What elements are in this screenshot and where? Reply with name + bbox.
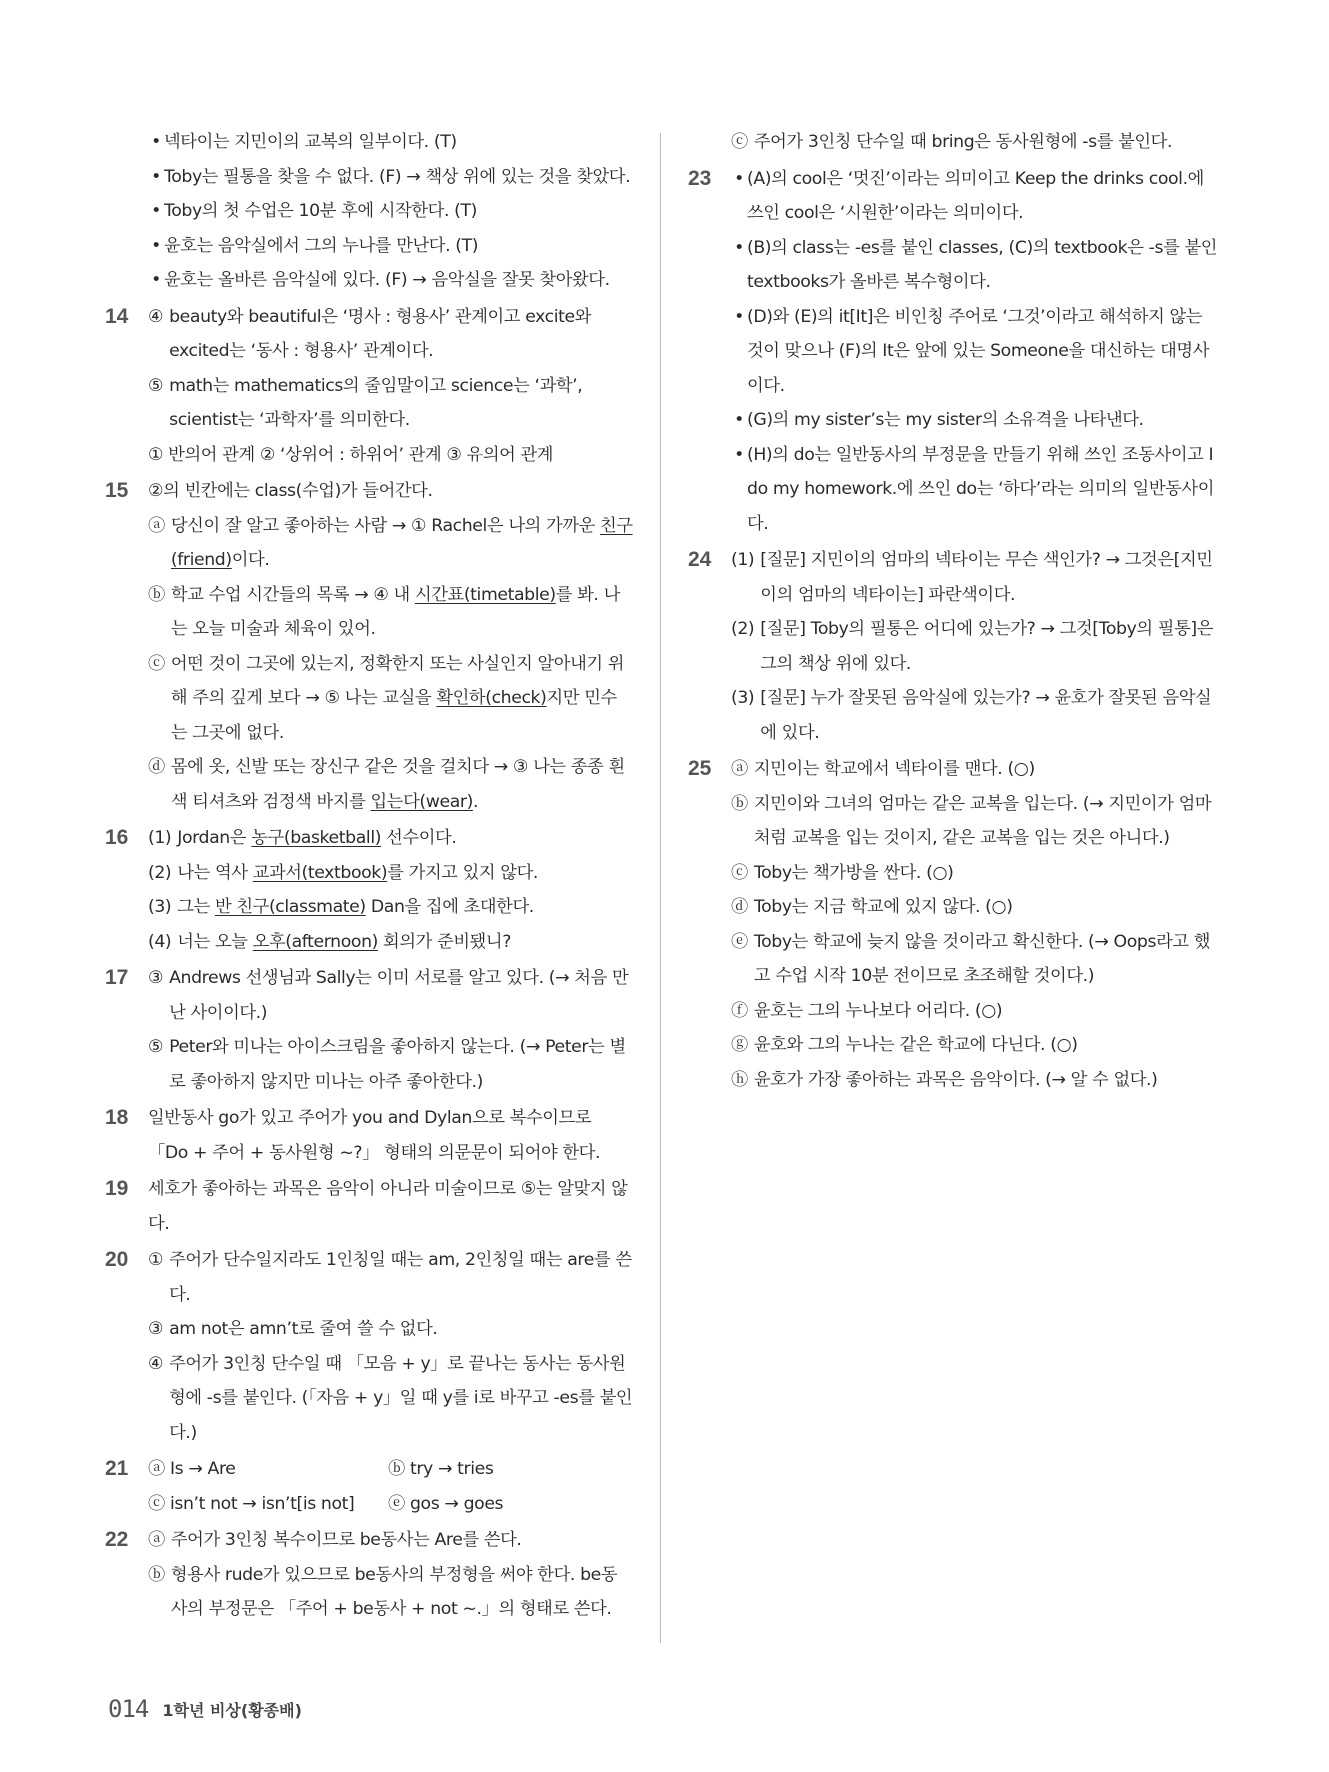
text-segment: 회의가 준비됐니? <box>377 931 511 952</box>
answer-line <box>731 890 1218 925</box>
answer-line <box>148 750 633 819</box>
line-marker: ⓓ <box>148 757 165 777</box>
line-text <box>754 787 1218 856</box>
answer-line <box>731 612 1218 681</box>
line-marker: ⓑ <box>148 584 165 605</box>
bullet-text: Toby는 필통을 찾을 수 없다. (F) → 책상 위에 있는 것을 찾았다. <box>164 166 631 187</box>
bullet-line <box>731 403 1218 438</box>
line-marker: ⓒ <box>731 862 748 883</box>
answer-item <box>105 1172 633 1241</box>
answer-pair-row <box>148 1452 633 1487</box>
bullet-marker: • <box>734 306 744 327</box>
question-number: 21 <box>105 1457 129 1480</box>
answer-item <box>688 162 1218 542</box>
line-text <box>171 1558 633 1627</box>
text-segment: 몸에 옷, 신발 또는 장신구 같은 것을 걸치다 → ③ 나는 종종 흰색 티셔츠와 검정색 바지를 <box>170 757 625 812</box>
answer-line <box>148 1312 633 1347</box>
line-marker: ⓑ <box>148 1564 165 1585</box>
answer-line <box>731 787 1218 856</box>
answer-line <box>148 1347 633 1451</box>
line-marker: ⑤ <box>148 1037 164 1057</box>
line-marker: ⓗ <box>731 1069 748 1090</box>
answer-body <box>148 125 633 298</box>
line-text <box>754 925 1218 994</box>
line-text <box>169 300 633 369</box>
bullet-marker: • <box>151 132 161 152</box>
text-segment: 세호가 좋아하는 과목은 음악이 아니라 미술이므로 ⑤는 알맞지 않다. <box>148 1179 628 1234</box>
answer-body <box>148 1101 633 1170</box>
line-text <box>148 1172 633 1241</box>
answer-body <box>148 300 633 473</box>
bullet-text: (H)의 do는 일반동사의 부정문을 만들기 위해 쓰인 조동사이고 I do my homework.에 쓰인 do는 ‘하다’라는 의미의 일반동사이다. <box>747 444 1214 534</box>
bullet-text: (D)와 (E)의 it[It]은 비인칭 주어로 ‘그것’이라고 해석하지 않는 것이 맞으나 (F)의 It은 앞에 있는 Someone을 대신하는 대명사이다. <box>747 306 1209 396</box>
underlined-answer: 교과서(textbook) <box>252 862 388 883</box>
line-text <box>177 890 633 925</box>
line-text <box>148 1101 633 1170</box>
text-segment: 그는 <box>177 897 215 917</box>
answer-body <box>148 1523 633 1627</box>
line-text <box>754 994 1218 1029</box>
line-text <box>169 1312 633 1347</box>
answer-item <box>105 1243 633 1450</box>
answer-line <box>148 509 633 578</box>
text-segment: Dan을 집에 초대한다. <box>365 897 534 917</box>
text-segment: 주어가 3인칭 단수일 때 bring은 동사원형에 -s를 붙인다. <box>753 132 1173 152</box>
answer-body <box>148 474 633 819</box>
answer-line <box>731 125 1218 160</box>
underlined-answer: 입는다(wear) <box>370 791 473 812</box>
answer-line <box>731 543 1218 612</box>
line-marker: (4) <box>148 931 172 952</box>
answer-body <box>731 752 1218 1097</box>
answer-line <box>148 1030 633 1099</box>
question-number: 22 <box>105 1528 129 1551</box>
line-text <box>169 961 633 1030</box>
bullet-marker: • <box>734 410 744 430</box>
item-spacer <box>688 1097 1218 1099</box>
text-segment: Toby는 학교에 늦지 않을 것이라고 확신한다. (→ Oops라고 했고 수업 시작 10분 전이므로 초조해할 것이다.) <box>753 931 1211 986</box>
answer-line <box>148 578 633 647</box>
bullet-line <box>731 162 1218 231</box>
line-marker: ⓔ <box>731 931 748 952</box>
text-segment: 윤호가 가장 좋아하는 과목은 음악이다. (→ 알 수 없다.) <box>753 1069 1158 1090</box>
text-segment: 선수이다. <box>381 828 457 848</box>
text-segment: 를 봐. 나는 오늘 미술과 체육이 있어. <box>170 584 620 639</box>
answer-body <box>148 961 633 1099</box>
bullet-text: Toby의 첫 수업은 10분 후에 시작한다. (T) <box>164 201 477 221</box>
line-text <box>171 509 633 578</box>
text-segment: . <box>472 791 479 812</box>
bullet-line <box>731 231 1218 300</box>
text-segment: 너는 오늘 <box>177 931 253 952</box>
question-number: 23 <box>688 166 712 190</box>
question-number: 24 <box>688 548 712 571</box>
answer-item <box>688 752 1218 1097</box>
answer-line <box>731 681 1218 750</box>
answer-line <box>148 1558 633 1627</box>
right-column <box>688 125 1218 1099</box>
text-segment: Andrews 선생님과 Sally는 이미 서로를 알고 있다. (→ 처음 만난 사이이다.) <box>169 968 629 1023</box>
text-segment: [질문] Toby의 필통은 어디에 있는가? → 그것[Toby의 필통]은 그의 책상 위에 있다. <box>760 619 1214 674</box>
answer-line <box>731 994 1218 1029</box>
answer-item <box>105 474 633 819</box>
line-text <box>171 750 633 819</box>
bullet-marker: • <box>151 201 161 221</box>
answer-pair-row <box>148 1487 633 1522</box>
answer-body <box>731 162 1218 542</box>
line-text <box>754 125 1218 160</box>
answer-item <box>105 300 633 473</box>
answer-line <box>148 300 633 369</box>
line-marker: (3) <box>148 897 172 917</box>
question-number: 16 <box>105 826 129 849</box>
question-number: 17 <box>105 966 129 989</box>
bullet-line <box>148 160 633 195</box>
answer-body <box>148 821 633 959</box>
bullet-line <box>148 125 633 160</box>
answer-item <box>105 125 633 298</box>
answer-body <box>148 1452 633 1521</box>
answer-line <box>148 369 633 438</box>
text-segment: 나는 역사 <box>177 862 253 883</box>
bullet-line <box>148 229 633 264</box>
line-text <box>177 856 633 891</box>
bullet-text: (B)의 class는 -es를 붙인 classes, (C)의 textbook은 -s를 붙인 textbooks가 올바른 복수형이다. <box>747 237 1218 292</box>
line-marker: ① <box>148 1250 164 1270</box>
line-text <box>171 647 633 751</box>
text-segment: 이다. <box>231 550 270 570</box>
line-text <box>169 369 633 438</box>
line-text <box>754 752 1218 787</box>
line-text <box>754 856 1218 891</box>
line-marker: (1) <box>731 550 755 570</box>
line-marker: ⓐ <box>148 1530 165 1550</box>
line-text <box>148 474 633 509</box>
text-segment: am not은 amn’t로 줄여 쓸 수 없다. <box>169 1319 438 1339</box>
item-spacer <box>105 1627 633 1629</box>
column-divider <box>660 133 661 1643</box>
question-number: 14 <box>105 304 129 328</box>
text-segment: 윤호와 그의 누나는 같은 학교에 다닌다. (○) <box>753 1035 1078 1055</box>
line-marker: (2) <box>148 862 172 883</box>
text-segment: Toby는 책가방을 싼다. (○) <box>753 862 954 883</box>
text-segment: 지민이는 학교에서 넥타이를 맨다. (○) <box>753 759 1035 779</box>
answer-line <box>148 1101 633 1170</box>
bullet-line <box>731 300 1218 404</box>
underlined-answer: 시간표(timetable) <box>414 584 556 605</box>
line-marker: ⓐ <box>731 759 748 779</box>
answer-line <box>148 438 633 473</box>
bullet-marker: • <box>151 166 161 187</box>
bullet-marker: • <box>734 444 744 465</box>
answer-item <box>105 1101 633 1170</box>
text-segment: Toby는 지금 학교에 있지 않다. (○) <box>753 897 1013 917</box>
text-segment: 당신이 잘 알고 좋아하는 사람 → ① Rachel은 나의 가까운 <box>170 515 600 536</box>
line-marker: ⓕ <box>731 1000 748 1021</box>
text-segment: 주어가 3인칭 단수일 때 「모음 + y」로 끝나는 동사는 동사원형에 -s를 붙인다. (「자음 + y」일 때 y를 i로 바꾸고 -es를 붙인다.) <box>169 1353 633 1443</box>
text-segment: Jordan은 <box>177 828 252 848</box>
text-segment: 일반동사 go가 있고 주어가 you and Dylan으로 복수이므로 「Do + 주어 + 동사원형 ~?」 형태의 의문문이 되어야 한다. <box>148 1108 601 1163</box>
text-segment: 학교 수업 시간들의 목록 → ④ 내 <box>170 584 415 605</box>
question-number: 25 <box>688 757 712 780</box>
answer-body <box>148 1172 633 1241</box>
answer-line <box>148 890 633 925</box>
bullet-marker: • <box>734 237 744 258</box>
line-text <box>760 543 1218 612</box>
underlined-answer: 농구(basketball) <box>251 828 382 848</box>
page-number: 014 <box>108 1695 149 1723</box>
line-text <box>760 612 1218 681</box>
text-segment: 지민이와 그녀의 엄마는 같은 교복을 입는다. (→ 지민이가 엄마처럼 교복을 입는 것이지, 같은 교복을 입는 것은 아니다.) <box>753 793 1212 848</box>
answer-line <box>148 1243 633 1312</box>
bullet-line <box>148 263 633 298</box>
line-text <box>169 1243 633 1312</box>
line-marker: ④ <box>148 1353 164 1374</box>
answer-line <box>148 474 633 509</box>
answer-pair-cell: ⓑ try → tries <box>388 1459 494 1479</box>
text-segment: 어떤 것이 그곳에 있는지, 정확한지 또는 사실인지 알아내기 위해 주의 깊게 보다 → ⑤ 나는 교실을 <box>170 653 625 708</box>
page-footer <box>108 1695 302 1723</box>
answer-item <box>105 961 633 1099</box>
bullet-text: (G)의 my sister’s는 my sister의 소유격을 나타낸다. <box>747 410 1144 430</box>
line-text <box>760 681 1218 750</box>
underlined-answer: 반 친구(classmate) <box>214 897 366 917</box>
bullet-text: 윤호는 음악실에서 그의 누나를 만난다. (T) <box>164 235 479 256</box>
answer-line <box>148 821 633 856</box>
text-segment: math는 mathematics의 줄임말이고 science는 ‘과학’, scientist는 ‘과학자’를 의미한다. <box>169 375 583 430</box>
line-text <box>754 890 1218 925</box>
line-marker: ③ <box>148 1319 164 1339</box>
line-marker: (3) <box>731 688 755 708</box>
left-column <box>105 125 633 1629</box>
bullet-marker: • <box>734 168 744 189</box>
line-marker: ⓑ <box>731 793 748 814</box>
text-segment: ① 반의어 관계 ② ‘상위어 : 하위어’ 관계 ③ 유의어 관계 <box>148 444 554 465</box>
answer-pair-cell: ⓔ gos → goes <box>388 1493 504 1514</box>
line-text <box>754 1028 1218 1063</box>
answer-item <box>105 821 633 959</box>
text-segment: 주어가 3인칭 복수이므로 be동사는 Are를 쓴다. <box>170 1530 522 1550</box>
line-text <box>177 925 633 960</box>
answer-line <box>731 1063 1218 1098</box>
answer-line <box>148 961 633 1030</box>
line-marker: ⓒ <box>731 132 748 152</box>
bullet-line <box>148 194 633 229</box>
line-marker: ④ <box>148 306 164 327</box>
line-marker: ⓓ <box>731 897 748 917</box>
answer-item <box>688 543 1218 750</box>
line-marker: ⑤ <box>148 375 164 396</box>
answer-line <box>148 647 633 751</box>
question-number: 18 <box>105 1106 129 1129</box>
question-number: 15 <box>105 479 129 502</box>
text-segment: 윤호는 그의 누나보다 어리다. (○) <box>753 1000 1003 1021</box>
underlined-answer: 친구(friend) <box>170 515 633 570</box>
text-segment: Peter와 미나는 아이스크림을 좋아하지 않는다. (→ Peter는 별로 좋아하지 않지만 미나는 아주 좋아한다.) <box>169 1037 626 1092</box>
bullet-text: 윤호는 올바른 음악실에 있다. (F) → 음악실을 잘못 찾아왔다. <box>164 270 610 290</box>
answer-line <box>148 1523 633 1558</box>
line-marker: (2) <box>731 619 755 639</box>
answer-pair-cell: ⓒ isn’t not → isn’t[is not] <box>148 1493 355 1514</box>
book-title: 1학년 비상(황종배) <box>162 1700 302 1720</box>
answer-line <box>731 752 1218 787</box>
answer-line <box>731 856 1218 891</box>
answer-item <box>105 1452 633 1521</box>
answer-item <box>688 125 1218 160</box>
answer-body <box>731 125 1218 160</box>
text-segment: 주어가 단수일지라도 1인칭일 때는 am, 2인칭일 때는 are를 쓴다. <box>169 1250 632 1305</box>
line-marker: ⓒ <box>148 653 165 674</box>
answer-item <box>105 1523 633 1627</box>
answer-line <box>148 925 633 960</box>
line-text <box>177 821 633 856</box>
answer-pair-cell: ⓐ Is → Are <box>148 1459 236 1479</box>
bullet-line <box>731 438 1218 542</box>
answer-body <box>731 543 1218 750</box>
line-marker: (1) <box>148 828 172 848</box>
answer-line <box>148 1172 633 1241</box>
line-marker: ⓐ <box>148 515 165 536</box>
line-marker: ③ <box>148 968 164 988</box>
line-marker: ⓖ <box>731 1035 748 1055</box>
answer-body <box>148 1243 633 1450</box>
bullet-marker: • <box>151 270 161 290</box>
text-segment: beauty와 beautiful은 ‘명사 : 형용사’ 관계이고 excite와 excited는 ‘동사 : 형용사’ 관계이다. <box>169 306 592 361</box>
answer-line <box>731 925 1218 994</box>
line-text <box>148 438 633 473</box>
line-text <box>169 1347 633 1451</box>
text-segment: [질문] 지민이의 엄마의 넥타이는 무슨 색인가? → 그것은[지민이의 엄마의 넥타이는] 파란색이다. <box>760 550 1213 605</box>
text-segment: 형용사 rude가 있으므로 be동사의 부정형을 써야 한다. be동사의 부정문은 「주어 + be동사 + not ~.」의 형태로 쓴다. <box>170 1564 618 1619</box>
question-number: 20 <box>105 1248 129 1271</box>
bullet-text: (A)의 cool은 ‘멋진’이라는 의미이고 Keep the drinks cool.에 쓰인 cool은 ‘시원한’이라는 의미이다. <box>747 168 1204 223</box>
text-segment: 지만 민수는 그곳에 없다. <box>170 688 617 743</box>
text-segment: ②의 빈칸에는 class(수업)가 들어간다. <box>148 481 433 501</box>
line-text <box>171 1523 633 1558</box>
text-segment: [질문] 누가 잘못된 음악실에 있는가? → 윤호가 잘못된 음악실에 있다. <box>760 688 1212 743</box>
underlined-answer: 오후(afternoon) <box>252 931 378 952</box>
bullet-text: 넥타이는 지민이의 교복의 일부이다. (T) <box>164 132 457 152</box>
line-text <box>169 1030 633 1099</box>
question-number: 19 <box>105 1177 129 1200</box>
line-text <box>754 1063 1218 1098</box>
bullet-marker: • <box>151 235 161 256</box>
answer-line <box>731 1028 1218 1063</box>
underlined-answer: 확인하(check) <box>436 688 547 708</box>
answer-line <box>148 856 633 891</box>
line-text <box>171 578 633 647</box>
text-segment: 를 가지고 있지 않다. <box>387 862 538 883</box>
